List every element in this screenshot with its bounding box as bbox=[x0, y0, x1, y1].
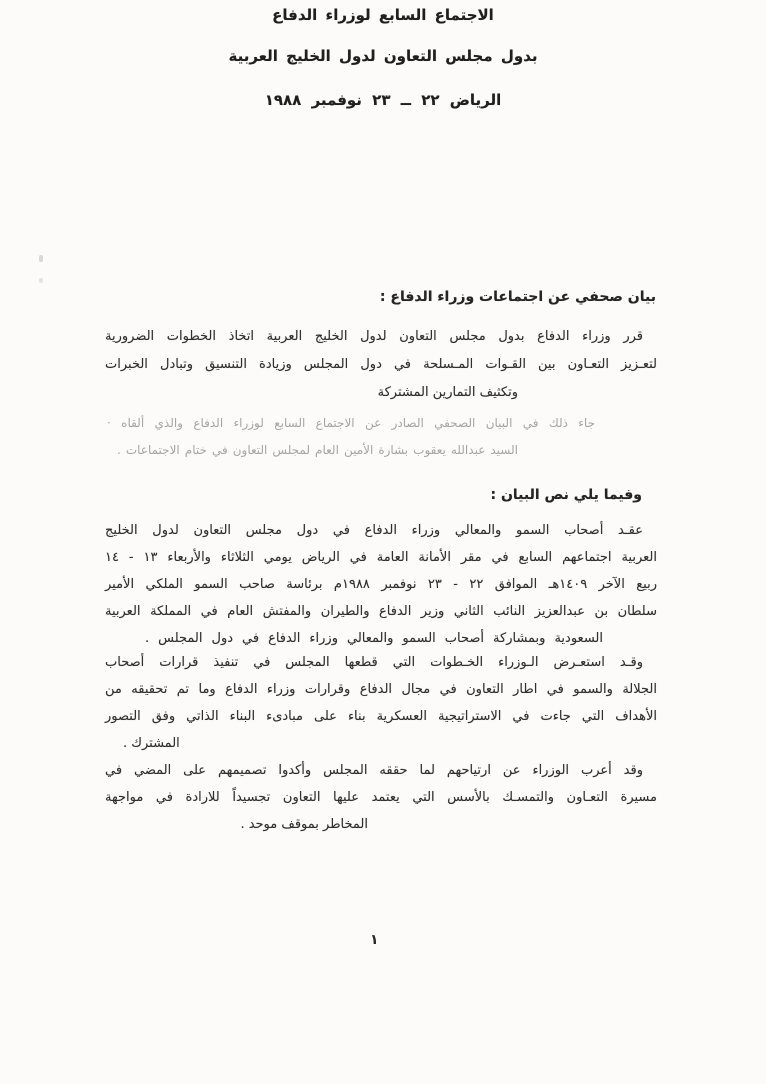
statement-paragraph-2-line: وقـد استعـرض الـوزراء الخـطوات التي قطعها المجلس في تنفيذ قرارات أصحاب bbox=[105, 655, 643, 670]
intro-paragraph-line: وتكثيف التمارين المشتركة bbox=[377, 385, 518, 400]
statement-paragraph-2-line: المشترك . bbox=[123, 736, 180, 751]
statement-paragraph-1 bbox=[105, 517, 657, 652]
statement-body-heading: وفيما يلي نص البيان : bbox=[490, 487, 642, 503]
statement-paragraph-3-line: وقد أعرب الوزراء عن ارتياحهم لما حققه المجلس وأكدوا تصميمهم على المضي في bbox=[105, 763, 643, 778]
document-title-line-3: الرياض ٢٢ ــ ٢٣ نوفمبر ١٩٨٨ bbox=[264, 91, 502, 109]
intro-paragraph-line: لتعـزيز التعـاون بين القـوات المـسلحة في دول المجلس وزيادة التنسيق وتبادل الخبرات bbox=[105, 357, 657, 372]
statement-paragraph-1-line: السعودية وبمشاركة أصحاب السمو والمعالي وزراء الدفاع في دول المجلس . bbox=[145, 631, 603, 646]
page-number: ١ bbox=[370, 932, 379, 948]
statement-paragraph-1-line: سلطان بن عبدالعزيز النائب الثاني وزير الدفاع والطيران والمفتش العام في المملكة العربية bbox=[105, 604, 657, 619]
attribution-paragraph bbox=[105, 410, 657, 464]
statement-paragraph-2 bbox=[105, 649, 657, 757]
statement-paragraph-1-line: العربية اجتماعهم السابع في مقر الأمانة العامة في الرياض يومي الثلاثاء والأربعاء ١٣ - ١٤ bbox=[105, 550, 657, 565]
press-statement-heading: بيان صحفي عن اجتماعات وزراء الدفاع : bbox=[379, 289, 656, 305]
statement-paragraph-1-line: عقـد أصحاب السمو والمعالي وزراء الدفاع في دول مجلس التعاون لدول الخليج bbox=[105, 523, 643, 538]
attribution-paragraph-line: جاء ذلك في البيان الصحفي الصادر عن الاجتماع السابع لوزراء الدفاع والذي ألقاه · bbox=[107, 416, 595, 430]
statement-paragraph-3-line: مسيرة التعـاون والتمسـك بالأسس التي يعتمد عليها التعاون تجسيداً للارادة في مواجهة bbox=[105, 790, 657, 805]
statement-paragraph-2-line: الأهداف التي جاءت في الاستراتيجية العسكرية بناء على مبادىء البناء الذاتي وفق التصور bbox=[105, 709, 657, 724]
scan-speck bbox=[39, 255, 43, 262]
statement-paragraph-1-line: ربيع الآخر ١٤٠٩هـ الموافق ٢٢ - ٢٣ نوفمبر ١٩٨٨م برئاسة صاحب السمو الملكي الأمير bbox=[105, 577, 657, 592]
document-title-line-1: الاجتماع السابع لوزراء الدفاع bbox=[272, 6, 494, 24]
intro-paragraph bbox=[105, 323, 657, 407]
intro-paragraph-line: قرر وزراء الدفاع بدول مجلس التعاون لدول الخليج العربية اتخاذ الخطوات الضرورية bbox=[105, 329, 643, 344]
statement-paragraph-3 bbox=[105, 757, 657, 838]
attribution-paragraph-line: السيد عبدالله يعقوب بشارة الأمين العام لمجلس التعاون في ختام الاجتماعات . bbox=[117, 443, 518, 457]
scan-speck bbox=[39, 278, 43, 283]
statement-paragraph-2-line: الجلالة والسمو في اطار التعاون في مجال الدفاع وقرارات وزراء الدفاع وما تم تحقيقه من bbox=[105, 682, 657, 697]
statement-paragraph-3-line: المخاطر بموقف موحد . bbox=[240, 817, 368, 832]
document-title-line-2: بدول مجلس التعاون لدول الخليج العربية bbox=[228, 47, 538, 65]
